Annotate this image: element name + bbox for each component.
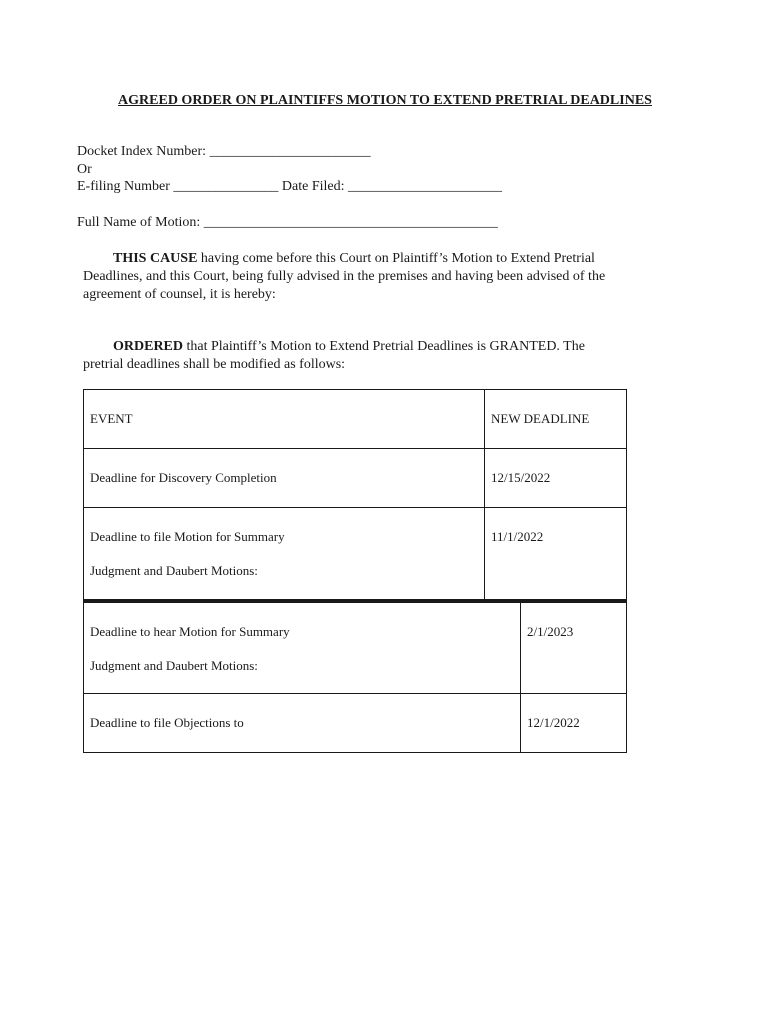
ordered-bold: ORDERED — [113, 339, 184, 354]
header-deadline: NEW DEADLINE — [485, 390, 627, 449]
cause-text-1: having come before this Court on Plaintiff’s Motion to Extend Pretrial — [197, 251, 595, 266]
event-cell — [84, 449, 485, 508]
cause-text-2: Deadlines, and this Court, being fully advised in the premises and having been advised of the — [83, 269, 606, 284]
header-event: EVENT — [84, 390, 485, 449]
event-text: Deadline to file Motion for Summary — [90, 529, 285, 544]
table-row — [84, 508, 627, 600]
table-row — [84, 602, 627, 694]
table-row — [84, 694, 627, 753]
ordered-text-2: pretrial deadlines shall be modified as follows: — [83, 357, 346, 372]
deadline-cell: 12/15/2022 — [485, 449, 627, 508]
event-text-continued: Judgment and Daubert Motions: — [90, 658, 258, 673]
ordered-paragraph — [83, 338, 663, 374]
document-title: AGREED ORDER ON PLAINTIFFS MOTION TO EXTEND PRETRIAL DEADLINES — [118, 93, 652, 108]
table-header-row — [84, 390, 627, 449]
deadline-cell: 2/1/2023 — [521, 602, 627, 694]
cause-bold: THIS CAUSE — [113, 251, 198, 266]
deadline-cell: 11/1/2022 — [485, 508, 627, 600]
deadlines-table-part-1 — [83, 389, 627, 600]
deadline-cell: 12/1/2022 — [521, 694, 627, 753]
efiling-date-line: E-filing Number _______________ Date Filed: ______________________ — [77, 179, 503, 194]
motion-name-line: Full Name of Motion: __________________________________________ — [77, 215, 498, 230]
ordered-text-1: that Plaintiff’s Motion to Extend Pretrial Deadlines is GRANTED. The — [183, 339, 585, 354]
event-text: Deadline for Discovery Completion — [90, 470, 277, 485]
table-row — [84, 449, 627, 508]
event-text-continued: Judgment and Daubert Motions: — [90, 563, 258, 578]
cause-paragraph — [83, 250, 663, 304]
deadlines-table-part-2 — [83, 600, 627, 753]
event-text: Deadline to file Objections to — [90, 715, 244, 730]
event-text: Deadline to hear Motion for Summary — [90, 624, 290, 639]
event-cell — [84, 694, 521, 753]
event-cell — [84, 508, 485, 600]
docket-index-line: Docket Index Number: _______________________ — [77, 144, 371, 159]
event-cell — [84, 602, 521, 694]
cause-text-3: agreement of counsel, it is hereby: — [83, 287, 276, 302]
or-line: Or — [77, 162, 92, 177]
